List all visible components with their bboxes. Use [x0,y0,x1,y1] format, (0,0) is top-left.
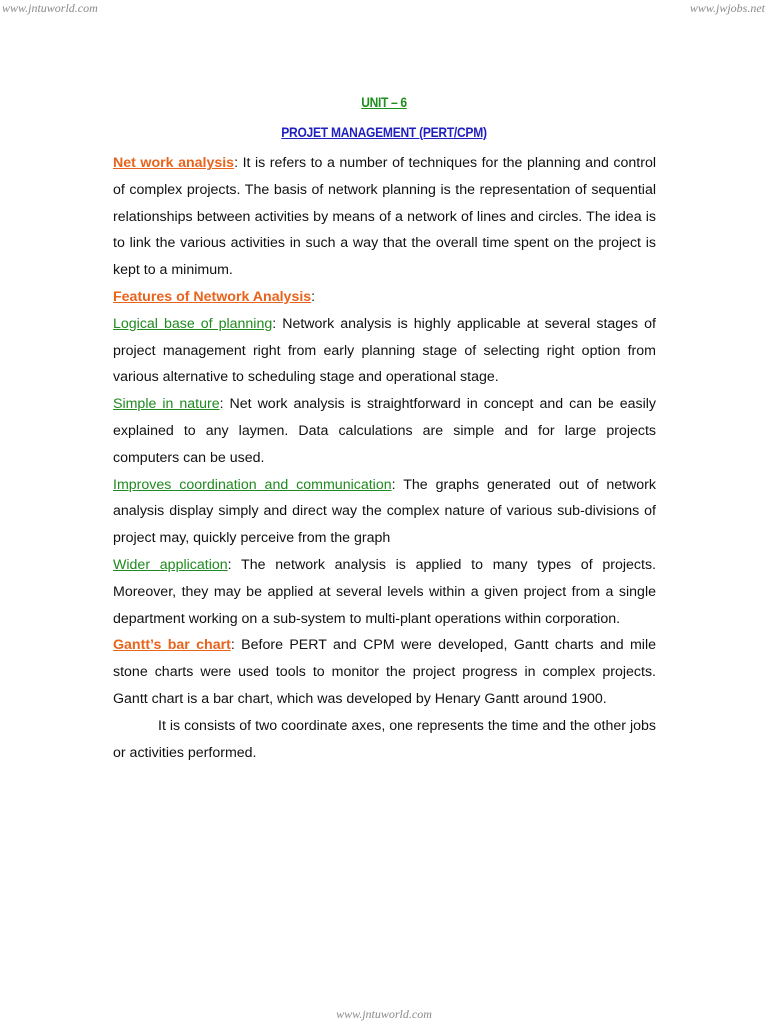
footer-url: www.jntuworld.com [336,1007,432,1021]
document-body [113,150,656,766]
term-gantt: Gantt’s bar chart [113,637,231,654]
text-gantt-axes: It is consists of two coordinate axes, one represents the time and the other jobs or activities performed. [113,717,656,761]
header-right-url: www.jwjobs.net [689,1,765,15]
unit-heading: UNIT – 6 [361,94,407,110]
term-logical-base: Logical base of planning [113,315,273,332]
paragraph-coordination [113,472,656,552]
paragraph-wider-application [113,552,656,632]
text-gantt: : Before PERT and CPM were developed, Gantt charts and mile stone charts were used tools to monitor the project progress in complex projects. Gantt chart is a bar chart, which was developed by Henary Gantt around 1900. [113,637,656,707]
term-network-analysis: Net work analysis [113,155,235,171]
text-logical-base: : Network analysis is highly applicable at several stages of project management right from early planning stage of selecting right option from various alternative to scheduling stage and operational stage. [113,315,656,386]
document-title: PROJET MANAGEMENT (PERT/CPM) [281,124,487,140]
header-left-url: www.jntuworld.com [2,1,98,15]
paragraph-gantt [113,632,656,712]
paragraph-simple-nature [113,391,656,471]
term-simple-nature: Simple in nature [113,396,220,413]
text-wider-application: : The network analysis is applied to many types of projects. Moreover, they may be applied at several levels within a given project from a single department working on a sub-system to multi-plant operations within corporation. [113,556,656,627]
term-features: Features of Network Analysis [113,288,312,305]
paragraph-features [113,284,656,311]
text-simple-nature: : Net work analysis is straightforward in concept and can be easily explained to any laymen. Data calculations are simple and for large projects computers can be used. [113,396,656,466]
text-features: : [311,288,316,305]
text-coordination: : The graphs generated out of network analysis display simply and direct way the complex nature of various sub-divisions of project may, quickly perceive from the graph [113,476,656,547]
paragraph-gantt-axes [113,713,656,767]
text-network-analysis: : It is refers to a number of techniques for the planning and control of complex projects. The basis of network planning is the representation of sequential relationships between activities by means of a network of lines and circles. The idea is to link the various activities in such a way that the overall time spent on the project is kept to a minimum. [113,155,656,279]
paragraph-logical-base [113,311,656,391]
paragraph-network-analysis [113,150,656,284]
term-wider-application: Wider application [113,556,228,573]
term-coordination: Improves coordination and communication [113,476,392,493]
